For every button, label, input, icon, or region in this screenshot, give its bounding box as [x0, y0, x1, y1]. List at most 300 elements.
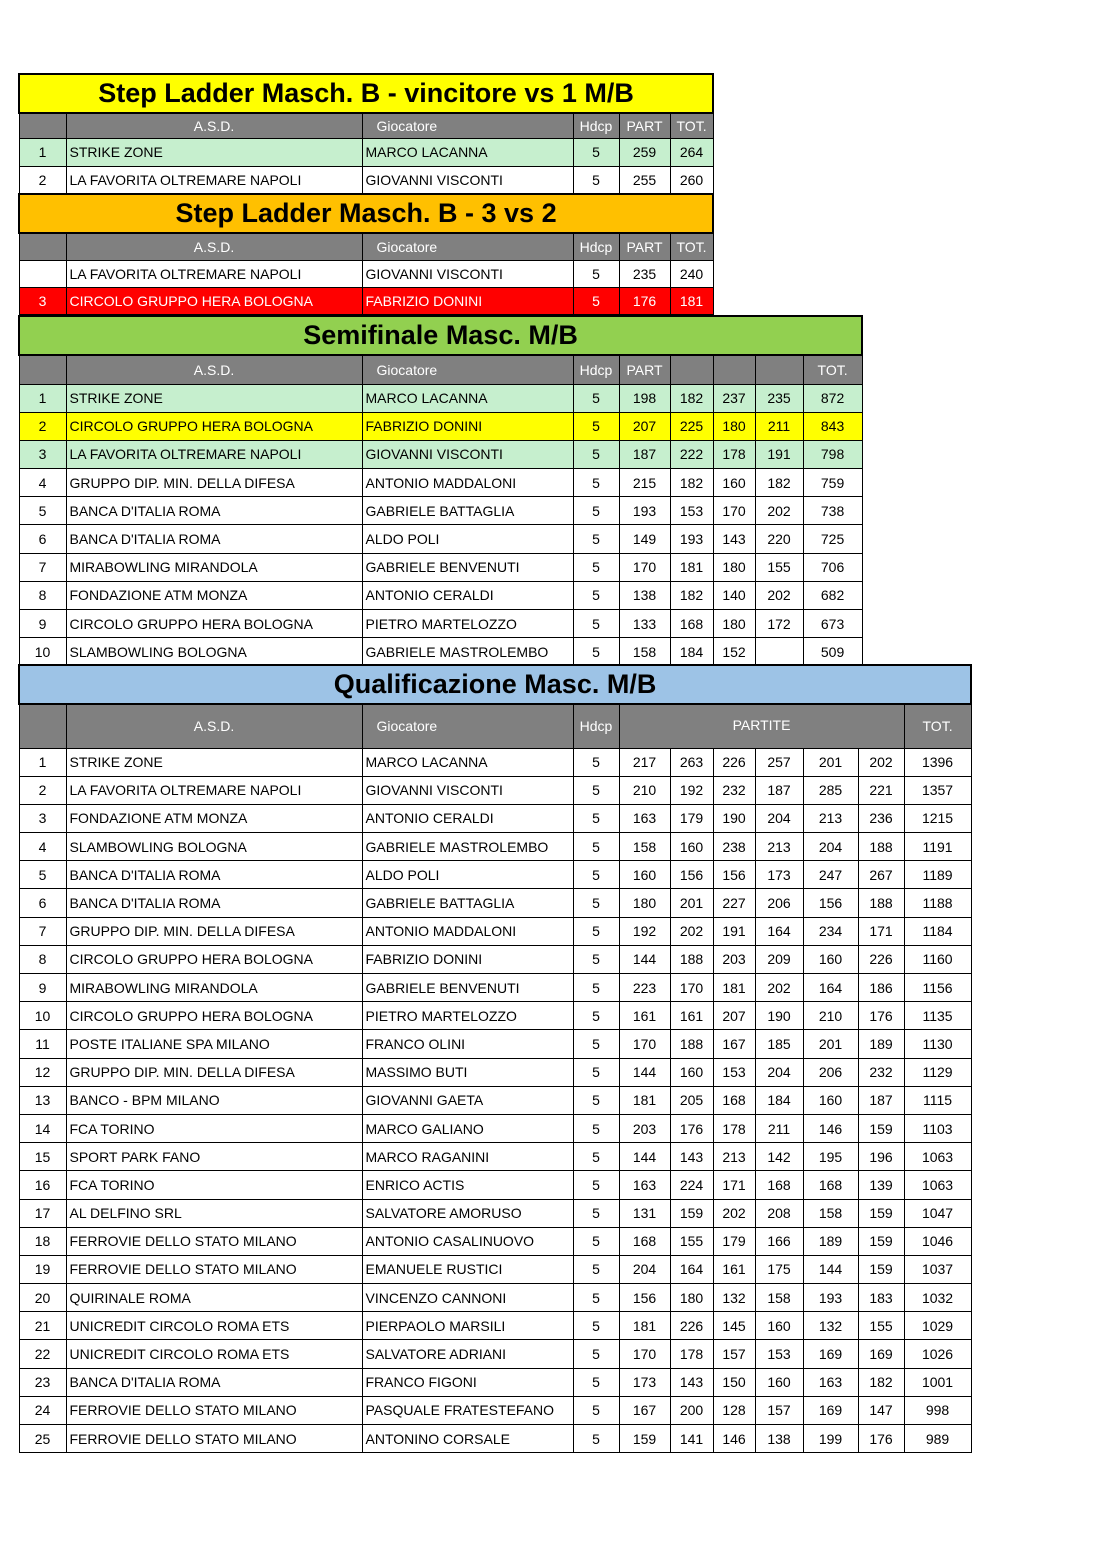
- header-asd: A.S.D.: [66, 233, 362, 260]
- game-score-cell: 160: [755, 1368, 803, 1396]
- game-score-cell: 209: [755, 945, 803, 973]
- game-score-cell: 155: [755, 553, 803, 581]
- game-score-cell: 206: [755, 889, 803, 917]
- player-cell: ANTONIO MADDALONI: [362, 469, 573, 497]
- position-cell: 24: [19, 1396, 66, 1424]
- game-score-cell: 172: [755, 610, 803, 638]
- game-score-cell: 187: [858, 1086, 904, 1114]
- game-score-cell: 182: [755, 469, 803, 497]
- game-score-cell: 183: [858, 1284, 904, 1312]
- game-score-cell: 235: [619, 260, 670, 287]
- position-cell: [19, 260, 66, 287]
- game-score-cell: 285: [803, 776, 858, 804]
- hdcp-cell: 5: [573, 748, 619, 776]
- section-title: Semifinale Masc. M/B: [19, 316, 862, 355]
- table-row: [19, 525, 862, 553]
- game-score-cell: 215: [619, 469, 670, 497]
- game-score-cell: 199: [803, 1425, 858, 1453]
- total-cell: 1396: [904, 748, 971, 776]
- game-score-cell: 169: [803, 1396, 858, 1424]
- game-score-cell: 210: [619, 776, 670, 804]
- game-score-cell: 179: [713, 1227, 755, 1255]
- hdcp-cell: 5: [573, 525, 619, 553]
- player-cell: ALDO POLI: [362, 525, 573, 553]
- game-score-cell: 185: [755, 1030, 803, 1058]
- game-score-cell: 156: [713, 861, 755, 889]
- total-cell: 706: [803, 553, 862, 581]
- game-score-cell: 235: [755, 384, 803, 412]
- table-row: [19, 1255, 971, 1283]
- player-cell: VINCENZO CANNONI: [362, 1284, 573, 1312]
- header-tot: TOT.: [670, 113, 713, 138]
- header-blank: [670, 355, 713, 384]
- hdcp-cell: 5: [573, 412, 619, 440]
- total-cell: 264: [670, 138, 713, 166]
- position-cell: 3: [19, 287, 66, 314]
- header-hdcp: Hdcp: [573, 233, 619, 260]
- step-ladder-3vs2-section: [18, 193, 714, 315]
- game-score-cell: 159: [619, 1425, 670, 1453]
- total-cell: 1032: [904, 1284, 971, 1312]
- section-title: Step Ladder Masch. B - 3 vs 2: [19, 194, 713, 233]
- table-row: [19, 1002, 971, 1030]
- player-cell: ALDO POLI: [362, 861, 573, 889]
- game-score-cell: 179: [670, 804, 713, 832]
- club-cell: AL DELFINO SRL: [66, 1199, 362, 1227]
- position-cell: 7: [19, 553, 66, 581]
- game-score-cell: 221: [858, 776, 904, 804]
- step-ladder-final-table: [18, 73, 714, 195]
- hdcp-cell: 5: [573, 610, 619, 638]
- position-cell: 11: [19, 1030, 66, 1058]
- player-cell: GIOVANNI VISCONTI: [362, 776, 573, 804]
- game-score-cell: 153: [755, 1340, 803, 1368]
- hdcp-cell: 5: [573, 861, 619, 889]
- game-score-cell: 193: [670, 525, 713, 553]
- game-score-cell: 133: [619, 610, 670, 638]
- section-title: Step Ladder Masch. B - vincitore vs 1 M/B: [19, 74, 713, 113]
- club-cell: CIRCOLO GRUPPO HERA BOLOGNA: [66, 287, 362, 314]
- total-cell: 1063: [904, 1143, 971, 1171]
- hdcp-cell: 5: [573, 469, 619, 497]
- total-cell: 1215: [904, 804, 971, 832]
- club-cell: FERROVIE DELLO STATO MILANO: [66, 1425, 362, 1453]
- game-score-cell: 222: [670, 440, 713, 468]
- header-player: Giocatore: [362, 233, 573, 260]
- game-score-cell: 184: [755, 1086, 803, 1114]
- total-cell: 240: [670, 260, 713, 287]
- qualification-table: [18, 664, 972, 1453]
- game-score-cell: 255: [619, 166, 670, 194]
- game-score-cell: 173: [755, 861, 803, 889]
- game-score-cell: 170: [619, 1340, 670, 1368]
- game-score-cell: 160: [755, 1312, 803, 1340]
- game-score-cell: 143: [670, 1143, 713, 1171]
- club-cell: FONDAZIONE ATM MONZA: [66, 804, 362, 832]
- header-pos: [19, 355, 66, 384]
- total-cell: 1037: [904, 1255, 971, 1283]
- game-score-cell: 132: [713, 1284, 755, 1312]
- club-cell: UNICREDIT CIRCOLO ROMA ETS: [66, 1312, 362, 1340]
- game-score-cell: 181: [713, 974, 755, 1002]
- total-cell: 1103: [904, 1114, 971, 1142]
- club-cell: SLAMBOWLING BOLOGNA: [66, 638, 362, 666]
- club-cell: BANCA D'ITALIA ROMA: [66, 889, 362, 917]
- position-cell: 10: [19, 1002, 66, 1030]
- game-score-cell: 160: [713, 469, 755, 497]
- club-cell: FCA TORINO: [66, 1171, 362, 1199]
- header-pos: [19, 233, 66, 260]
- step-ladder-final-section: [18, 73, 714, 195]
- club-cell: FERROVIE DELLO STATO MILANO: [66, 1255, 362, 1283]
- club-cell: BANCO - BPM MILANO: [66, 1086, 362, 1114]
- game-score-cell: 196: [858, 1143, 904, 1171]
- club-cell: SLAMBOWLING BOLOGNA: [66, 833, 362, 861]
- game-score-cell: 181: [670, 553, 713, 581]
- club-cell: LA FAVORITA OLTREMARE NAPOLI: [66, 440, 362, 468]
- game-score-cell: 152: [713, 638, 755, 666]
- game-score-cell: 168: [670, 610, 713, 638]
- game-score-cell: 190: [713, 804, 755, 832]
- game-score-cell: 169: [858, 1340, 904, 1368]
- position-cell: 7: [19, 917, 66, 945]
- game-score-cell: 193: [619, 497, 670, 525]
- table-row: [19, 1030, 971, 1058]
- club-cell: SPORT PARK FANO: [66, 1143, 362, 1171]
- header-hdcp: Hdcp: [573, 704, 619, 748]
- game-score-cell: 267: [858, 861, 904, 889]
- game-score-cell: 178: [713, 440, 755, 468]
- position-cell: 2: [19, 776, 66, 804]
- club-cell: LA FAVORITA OLTREMARE NAPOLI: [66, 166, 362, 194]
- hdcp-cell: 5: [573, 138, 619, 166]
- game-score-cell: 238: [713, 833, 755, 861]
- game-score-cell: 176: [858, 1002, 904, 1030]
- game-score-cell: 226: [670, 1312, 713, 1340]
- hdcp-cell: 5: [573, 889, 619, 917]
- player-cell: ANTONIO CERALDI: [362, 804, 573, 832]
- hdcp-cell: 5: [573, 1227, 619, 1255]
- position-cell: 5: [19, 861, 66, 889]
- total-cell: 1129: [904, 1058, 971, 1086]
- player-cell: PIERPAOLO MARSILI: [362, 1312, 573, 1340]
- player-cell: MARCO LACANNA: [362, 384, 573, 412]
- table-row: [19, 1368, 971, 1396]
- game-score-cell: 168: [713, 1086, 755, 1114]
- game-score-cell: 167: [713, 1030, 755, 1058]
- hdcp-cell: 5: [573, 287, 619, 314]
- section-title: Qualificazione Masc. M/B: [19, 665, 971, 704]
- hdcp-cell: 5: [573, 440, 619, 468]
- club-cell: FONDAZIONE ATM MONZA: [66, 581, 362, 609]
- player-cell: GABRIELE BATTAGLIA: [362, 889, 573, 917]
- game-score-cell: 220: [755, 525, 803, 553]
- club-cell: GRUPPO DIP. MIN. DELLA DIFESA: [66, 469, 362, 497]
- game-score-cell: 164: [670, 1255, 713, 1283]
- game-score-cell: 160: [803, 1086, 858, 1114]
- total-cell: 1047: [904, 1199, 971, 1227]
- table-row: [19, 804, 971, 832]
- position-cell: 1: [19, 384, 66, 412]
- game-score-cell: 204: [803, 833, 858, 861]
- player-cell: FABRIZIO DONINI: [362, 287, 573, 314]
- total-cell: 1357: [904, 776, 971, 804]
- player-cell: FABRIZIO DONINI: [362, 412, 573, 440]
- game-score-cell: 193: [803, 1284, 858, 1312]
- table-row: [19, 610, 862, 638]
- hdcp-cell: 5: [573, 776, 619, 804]
- game-score-cell: 186: [858, 974, 904, 1002]
- position-cell: 13: [19, 1086, 66, 1114]
- club-cell: MIRABOWLING MIRANDOLA: [66, 553, 362, 581]
- table-row: [19, 412, 862, 440]
- game-score-cell: 182: [670, 581, 713, 609]
- game-score-cell: 155: [858, 1312, 904, 1340]
- position-cell: 8: [19, 581, 66, 609]
- game-score-cell: 187: [755, 776, 803, 804]
- game-score-cell: 153: [670, 497, 713, 525]
- table-row: [19, 1199, 971, 1227]
- table-row: [19, 748, 971, 776]
- game-score-cell: 160: [619, 861, 670, 889]
- game-score-cell: 149: [619, 525, 670, 553]
- game-score-cell: 211: [755, 412, 803, 440]
- player-cell: ANTONIO CERALDI: [362, 581, 573, 609]
- player-cell: FRANCO OLINI: [362, 1030, 573, 1058]
- table-row: [19, 1284, 971, 1312]
- game-score-cell: 180: [713, 553, 755, 581]
- game-score-cell: 226: [713, 748, 755, 776]
- game-score-cell: 202: [858, 748, 904, 776]
- game-score-cell: 237: [713, 384, 755, 412]
- table-row: [19, 1340, 971, 1368]
- position-cell: 16: [19, 1171, 66, 1199]
- game-score-cell: 195: [803, 1143, 858, 1171]
- game-score-cell: 213: [755, 833, 803, 861]
- club-cell: QUIRINALE ROMA: [66, 1284, 362, 1312]
- total-cell: 1188: [904, 889, 971, 917]
- player-cell: GABRIELE BENVENUTI: [362, 553, 573, 581]
- header-hdcp: Hdcp: [573, 113, 619, 138]
- game-score-cell: 167: [619, 1396, 670, 1424]
- hdcp-cell: 5: [573, 945, 619, 973]
- game-score-cell: 187: [619, 440, 670, 468]
- player-cell: GIOVANNI VISCONTI: [362, 260, 573, 287]
- hdcp-cell: 5: [573, 1340, 619, 1368]
- game-score-cell: 232: [713, 776, 755, 804]
- game-score-cell: 161: [619, 1002, 670, 1030]
- table-row: [19, 1425, 971, 1453]
- table-row: [19, 974, 971, 1002]
- club-cell: FCA TORINO: [66, 1114, 362, 1142]
- position-cell: 6: [19, 525, 66, 553]
- game-score-cell: 181: [619, 1312, 670, 1340]
- hdcp-cell: 5: [573, 553, 619, 581]
- game-score-cell: 161: [670, 1002, 713, 1030]
- game-score-cell: 171: [858, 917, 904, 945]
- game-score-cell: 200: [670, 1396, 713, 1424]
- game-score-cell: 168: [803, 1171, 858, 1199]
- position-cell: 5: [19, 497, 66, 525]
- game-score-cell: 188: [858, 833, 904, 861]
- position-cell: 3: [19, 440, 66, 468]
- game-score-cell: 145: [713, 1312, 755, 1340]
- game-score-cell: 159: [858, 1255, 904, 1283]
- table-row: [19, 776, 971, 804]
- hdcp-cell: 5: [573, 1143, 619, 1171]
- player-cell: GIOVANNI VISCONTI: [362, 166, 573, 194]
- header-partite: PARTITE: [619, 704, 904, 748]
- game-score-cell: 141: [670, 1425, 713, 1453]
- player-cell: FRANCO FIGONI: [362, 1368, 573, 1396]
- game-score-cell: 156: [670, 861, 713, 889]
- game-score-cell: 176: [670, 1114, 713, 1142]
- table-row: [19, 138, 713, 166]
- position-cell: 21: [19, 1312, 66, 1340]
- table-row: [19, 1227, 971, 1255]
- game-score-cell: 143: [670, 1368, 713, 1396]
- game-score-cell: 139: [858, 1171, 904, 1199]
- game-score-cell: 128: [713, 1396, 755, 1424]
- game-score-cell: 204: [619, 1255, 670, 1283]
- hdcp-cell: 5: [573, 804, 619, 832]
- position-cell: 25: [19, 1425, 66, 1453]
- game-score-cell: 156: [619, 1284, 670, 1312]
- player-cell: PIETRO MARTELOZZO: [362, 1002, 573, 1030]
- player-cell: GIOVANNI VISCONTI: [362, 440, 573, 468]
- total-cell: 1029: [904, 1312, 971, 1340]
- table-row: [19, 497, 862, 525]
- table-row: [19, 1312, 971, 1340]
- club-cell: GRUPPO DIP. MIN. DELLA DIFESA: [66, 917, 362, 945]
- position-cell: 4: [19, 833, 66, 861]
- game-score-cell: 144: [803, 1255, 858, 1283]
- header-asd: A.S.D.: [66, 355, 362, 384]
- game-score-cell: 232: [858, 1058, 904, 1086]
- total-cell: 260: [670, 166, 713, 194]
- position-cell: 18: [19, 1227, 66, 1255]
- table-row: [19, 889, 971, 917]
- total-cell: 673: [803, 610, 862, 638]
- club-cell: STRIKE ZONE: [66, 384, 362, 412]
- hdcp-cell: 5: [573, 833, 619, 861]
- table-row: [19, 1058, 971, 1086]
- position-cell: 20: [19, 1284, 66, 1312]
- game-score-cell: 184: [670, 638, 713, 666]
- game-score-cell: 223: [619, 974, 670, 1002]
- game-score-cell: 181: [619, 1086, 670, 1114]
- game-score-cell: 176: [858, 1425, 904, 1453]
- game-score-cell: 203: [619, 1114, 670, 1142]
- game-score-cell: 201: [803, 1030, 858, 1058]
- game-score-cell: 217: [619, 748, 670, 776]
- table-row: [19, 945, 971, 973]
- club-cell: FERROVIE DELLO STATO MILANO: [66, 1396, 362, 1424]
- table-row: [19, 260, 713, 287]
- position-cell: 12: [19, 1058, 66, 1086]
- header-part: PART: [619, 113, 670, 138]
- hdcp-cell: 5: [573, 1199, 619, 1227]
- game-score-cell: 170: [619, 553, 670, 581]
- game-score-cell: 213: [803, 804, 858, 832]
- player-cell: ANTONIO MADDALONI: [362, 917, 573, 945]
- table-row: [19, 287, 713, 314]
- header-asd: A.S.D.: [66, 113, 362, 138]
- header-part: PART: [619, 355, 670, 384]
- total-cell: 1001: [904, 1368, 971, 1396]
- game-score-cell: 192: [670, 776, 713, 804]
- hdcp-cell: 5: [573, 581, 619, 609]
- table-row: [19, 1171, 971, 1199]
- club-cell: POSTE ITALIANE SPA MILANO: [66, 1030, 362, 1058]
- game-score-cell: 173: [619, 1368, 670, 1396]
- game-score-cell: 182: [670, 384, 713, 412]
- total-cell: 1160: [904, 945, 971, 973]
- club-cell: BANCA D'ITALIA ROMA: [66, 525, 362, 553]
- total-cell: 872: [803, 384, 862, 412]
- game-score-cell: 138: [619, 581, 670, 609]
- position-cell: 19: [19, 1255, 66, 1283]
- game-score-cell: 160: [803, 945, 858, 973]
- game-score-cell: 159: [858, 1227, 904, 1255]
- club-cell: UNICREDIT CIRCOLO ROMA ETS: [66, 1340, 362, 1368]
- table-row: [19, 917, 971, 945]
- table-row: [19, 166, 713, 194]
- club-cell: BANCA D'ITALIA ROMA: [66, 1368, 362, 1396]
- position-cell: 15: [19, 1143, 66, 1171]
- header-tot: TOT.: [904, 704, 971, 748]
- game-score-cell: 234: [803, 917, 858, 945]
- total-cell: 725: [803, 525, 862, 553]
- game-score-cell: 189: [858, 1030, 904, 1058]
- game-score-cell: 225: [670, 412, 713, 440]
- position-cell: 3: [19, 804, 66, 832]
- player-cell: MARCO RAGANINI: [362, 1143, 573, 1171]
- position-cell: 1: [19, 138, 66, 166]
- player-cell: GIOVANNI GAETA: [362, 1086, 573, 1114]
- game-score-cell: 208: [755, 1199, 803, 1227]
- total-cell: 1135: [904, 1002, 971, 1030]
- table-row: [19, 440, 862, 468]
- club-cell: CIRCOLO GRUPPO HERA BOLOGNA: [66, 1002, 362, 1030]
- game-score-cell: 176: [619, 287, 670, 314]
- club-cell: STRIKE ZONE: [66, 748, 362, 776]
- hdcp-cell: 5: [573, 1368, 619, 1396]
- game-score-cell: 204: [755, 804, 803, 832]
- game-score-cell: 158: [803, 1199, 858, 1227]
- game-score-cell: 257: [755, 748, 803, 776]
- total-cell: 509: [803, 638, 862, 666]
- game-score-cell: 226: [858, 945, 904, 973]
- game-score-cell: 144: [619, 945, 670, 973]
- game-score-cell: 202: [755, 581, 803, 609]
- total-cell: 798: [803, 440, 862, 468]
- position-cell: 9: [19, 974, 66, 1002]
- hdcp-cell: 5: [573, 1284, 619, 1312]
- game-score-cell: 201: [803, 748, 858, 776]
- total-cell: 738: [803, 497, 862, 525]
- position-cell: 8: [19, 945, 66, 973]
- game-score-cell: 247: [803, 861, 858, 889]
- total-cell: 181: [670, 287, 713, 314]
- hdcp-cell: 5: [573, 1171, 619, 1199]
- total-cell: 1046: [904, 1227, 971, 1255]
- game-score-cell: 131: [619, 1199, 670, 1227]
- position-cell: 23: [19, 1368, 66, 1396]
- player-cell: MARCO LACANNA: [362, 138, 573, 166]
- game-score-cell: 180: [619, 889, 670, 917]
- player-cell: ANTONIO CASALINUOVO: [362, 1227, 573, 1255]
